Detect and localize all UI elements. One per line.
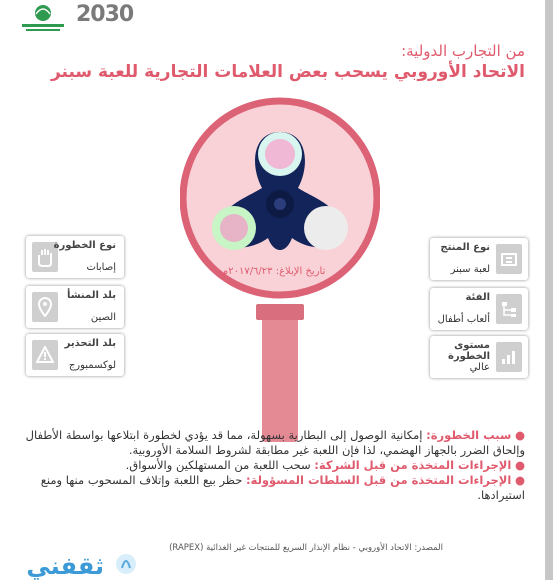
bar-chart-icon xyxy=(496,342,522,372)
card-label: بلد التحذير xyxy=(64,338,116,349)
card-category xyxy=(430,288,528,330)
card-label: الفئة xyxy=(465,292,490,303)
card-label: نوع المنتج xyxy=(440,242,490,253)
magnifier-handle xyxy=(262,316,298,442)
item-key: سبب الخطورة: xyxy=(426,428,512,442)
card-warning-country xyxy=(26,334,124,376)
card-label: نوع الخطورة xyxy=(53,240,116,251)
source-note: المصدر: الاتحاد الأوروبي - نظام الإنذار السريع للمنتجات غير الغذائية (RAPEX) xyxy=(169,543,443,553)
bullet-dot: ● xyxy=(514,473,525,487)
list-item xyxy=(25,458,525,473)
category-tree-icon xyxy=(496,294,522,324)
card-value: إصابات xyxy=(86,262,116,273)
item-key: الإجراءات المتخذة من قبل الشركة: xyxy=(314,458,512,472)
warning-triangle-icon xyxy=(32,340,58,370)
card-value: ألعاب أطفال xyxy=(437,314,490,325)
card-value: لعبة سبنر xyxy=(450,264,490,275)
item-key: الإجراءات المتخذة من قبل السلطات المسؤولة: xyxy=(246,473,512,487)
details-list xyxy=(25,428,525,503)
subtitle: من التجارب الدولية: xyxy=(401,42,525,60)
bullet-dot: ● xyxy=(514,428,525,442)
card-value: عالي xyxy=(469,362,490,373)
vision-number: 2030 xyxy=(76,2,134,27)
sfda-logo xyxy=(18,2,68,36)
report-date: تاريخ الإبلاغ: ٢٠١٧/٦/٢٣م xyxy=(222,266,326,277)
location-pin-icon xyxy=(32,292,58,322)
item-text: سحب اللعبة من المستهلكين والأسواق. xyxy=(125,458,315,472)
watermark-logo xyxy=(4,548,144,580)
item-text: إمكانية الوصول إلى البطارية بسهولة، مما قد يؤدي لخطورة ابتلاعها بواسطة الأطفال وإلحاق الضرر بالجهاز الهضمي، لذا فإن اللعبة غير مطابقة لشروط السلامة الأوروبية. xyxy=(25,428,525,457)
card-risk-level xyxy=(430,336,528,378)
card-value: الصين xyxy=(90,312,116,323)
side-strip xyxy=(545,0,553,580)
card-risk-type xyxy=(26,236,124,278)
list-item xyxy=(25,473,525,503)
card-product-type xyxy=(430,238,528,280)
page-title: الاتحاد الأوروبي يسحب بعض العلامات التجارية للعبة سبنر xyxy=(50,62,525,82)
bullet-dot: ● xyxy=(514,458,525,472)
list-item xyxy=(25,428,525,458)
card-label: مستوى الخطورة xyxy=(447,340,490,362)
card-label: بلد المنشأ xyxy=(67,290,116,301)
card-origin-country xyxy=(26,286,124,328)
card-value: لوكسمبورج xyxy=(68,360,116,371)
header-bar xyxy=(0,0,553,38)
item-text: حظر بيع اللعبة وإتلاف المسحوب منها ومنع استيرادها. xyxy=(40,473,525,502)
vision-2030-logo xyxy=(76,2,146,34)
product-box-icon xyxy=(496,244,522,274)
watermark-text: ثقفني xyxy=(26,552,104,580)
